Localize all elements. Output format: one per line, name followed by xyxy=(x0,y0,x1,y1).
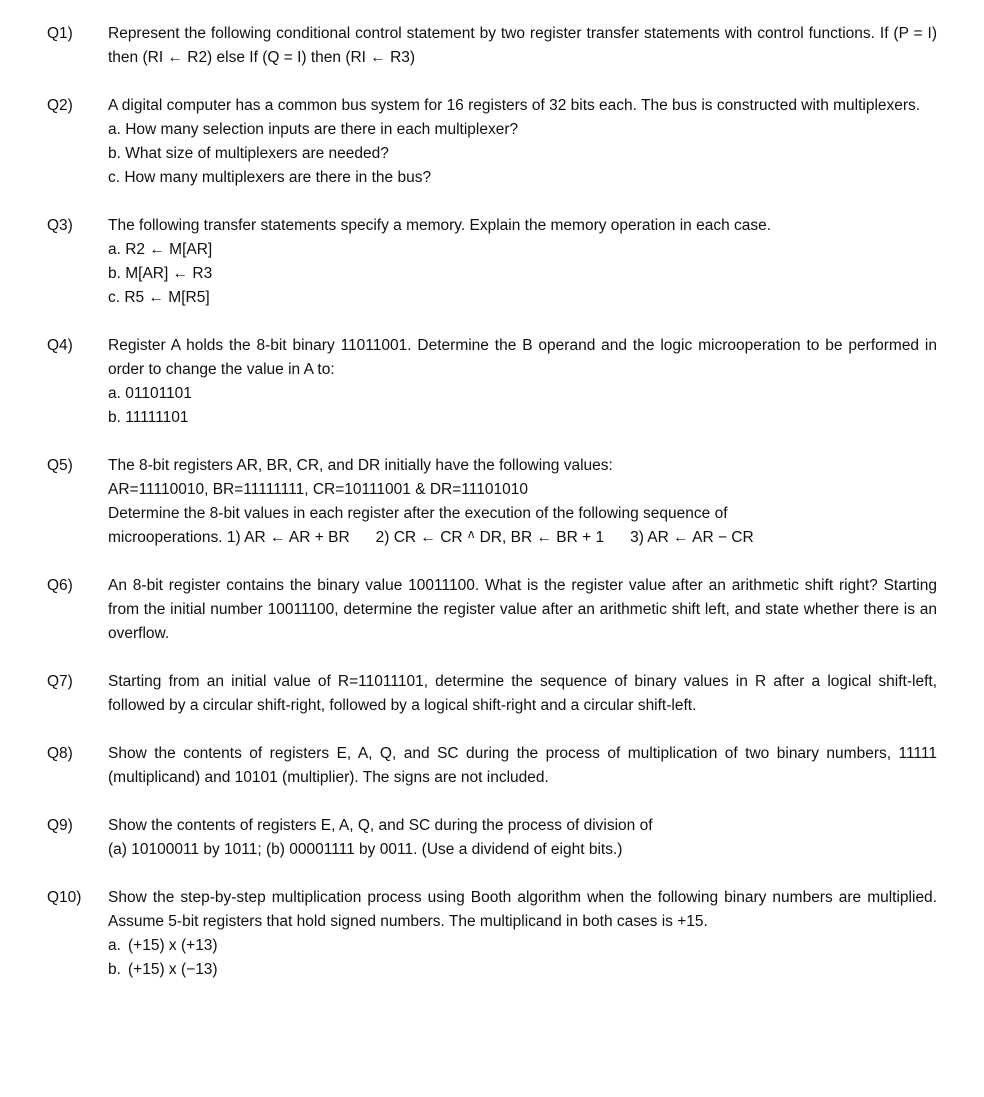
question-body xyxy=(108,214,937,310)
question-paragraph: A digital computer has a common bus system for 16 registers of 32 bits each. The bus is constructed with multiplexers. xyxy=(108,97,921,114)
question-label: Q7) xyxy=(47,673,73,690)
question-line: AR=11110010, BR=11111111, CR=10111001 & DR=11101010 xyxy=(108,481,528,498)
question-block xyxy=(47,214,937,310)
question-body xyxy=(108,742,937,790)
question-body xyxy=(108,814,937,862)
question-body xyxy=(108,334,937,430)
sub-item-text: (+15) x (−13) xyxy=(128,961,218,978)
question-block xyxy=(47,94,937,190)
question-list xyxy=(47,22,937,982)
question-sub-item: b. What size of multiplexers are needed? xyxy=(108,145,389,162)
sub-item-text: (+15) x (+13) xyxy=(128,937,218,954)
question-sub-item: b. 11111101 xyxy=(108,409,189,426)
sub-item-marker: b. xyxy=(108,961,121,978)
question-body xyxy=(108,574,937,646)
question-label: Q10) xyxy=(47,889,82,906)
question-sub-item: a. R2 ← M[AR] xyxy=(108,241,213,258)
question-body xyxy=(108,94,937,190)
question-line: (a) 10100011 by 1011; (b) 00001111 by 0011. (Use a dividend of eight bits.) xyxy=(108,841,623,858)
question-block xyxy=(47,670,937,718)
question-line: The following transfer statements specify a memory. Explain the memory operation in each case. xyxy=(108,217,772,234)
question-block xyxy=(47,454,937,550)
question-block xyxy=(47,22,937,70)
question-line: Show the contents of registers E, A, Q, and SC during the process of division of xyxy=(108,817,653,834)
question-body xyxy=(108,670,937,718)
microoperation-text: 2) CR ← CR xyxy=(375,529,467,546)
microoperation-text: DR, BR ← BR + 1 xyxy=(475,529,605,546)
microoperation-text: 3) AR ← AR − CR xyxy=(630,529,754,546)
question-sub-item: c. How many multiplexers are there in the bus? xyxy=(108,169,432,186)
question-sub-item xyxy=(108,958,937,982)
question-block xyxy=(47,742,937,790)
question-paragraph: Starting from an initial value of R=11011101, determine the sequence of binary values in R after a logical shift-left, followed by a circular shift-right, followed by a logical shift-right and a circular shift-left. xyxy=(108,673,937,714)
and-operator-icon: ʌ xyxy=(467,525,475,541)
question-label: Q3) xyxy=(47,217,73,234)
question-sub-item: c. R5 ← M[R5] xyxy=(108,289,210,306)
question-paragraph: Represent the following conditional control statement by two register transfer statements with control functions. If (P = I) then (RI ← R2) else If (Q = I) then (RI ← R3) xyxy=(108,25,937,66)
question-body xyxy=(108,454,937,550)
question-block xyxy=(47,886,937,982)
question-paragraph: Register A holds the 8-bit binary 11011001. Determine the B operand and the logic microoperation to be performed in order to change the value in A to: xyxy=(108,337,937,378)
question-block xyxy=(47,334,937,430)
question-label: Q5) xyxy=(47,457,73,474)
question-label: Q8) xyxy=(47,745,73,762)
question-block xyxy=(47,574,937,646)
question-sub-item xyxy=(108,934,937,958)
question-paragraph: Show the contents of registers E, A, Q, and SC during the process of multiplication of two binary numbers, 11111 (multiplicand) and 10101 (multiplier). The signs are not included. xyxy=(108,745,937,786)
question-sub-item: b. M[AR] ← R3 xyxy=(108,265,213,282)
question-sub-item: a. How many selection inputs are there in each multiplexer? xyxy=(108,121,519,138)
question-label: Q9) xyxy=(47,817,73,834)
question-label: Q1) xyxy=(47,25,73,42)
question-block xyxy=(47,814,937,862)
question-line: The 8-bit registers AR, BR, CR, and DR initially have the following values: xyxy=(108,457,613,474)
question-sub-item: a. 01101101 xyxy=(108,385,192,402)
question-paragraph: An 8-bit register contains the binary value 10011100. What is the register value after an arithmetic shift right? Starting from the initial number 10011100, determine the register value after an arithmetic shift left, and state whether there is an overflow. xyxy=(108,577,937,642)
question-label: Q6) xyxy=(47,577,73,594)
question-paragraph: Determine the 8-bit values in each register after the execution of the following sequence of xyxy=(108,505,728,522)
question-body xyxy=(108,886,937,982)
microoperation-line xyxy=(108,526,937,550)
question-label: Q4) xyxy=(47,337,73,354)
question-paragraph: Show the step-by-step multiplication process using Booth algorithm when the following binary numbers are multiplied. Assume 5-bit registers that hold signed numbers. The multiplicand in both cases is +15. xyxy=(108,889,937,930)
microoperation-text: microoperations. 1) AR ← AR + BR xyxy=(108,529,350,546)
sub-item-marker: a. xyxy=(108,937,121,954)
question-label: Q2) xyxy=(47,97,73,114)
question-body xyxy=(108,22,937,70)
